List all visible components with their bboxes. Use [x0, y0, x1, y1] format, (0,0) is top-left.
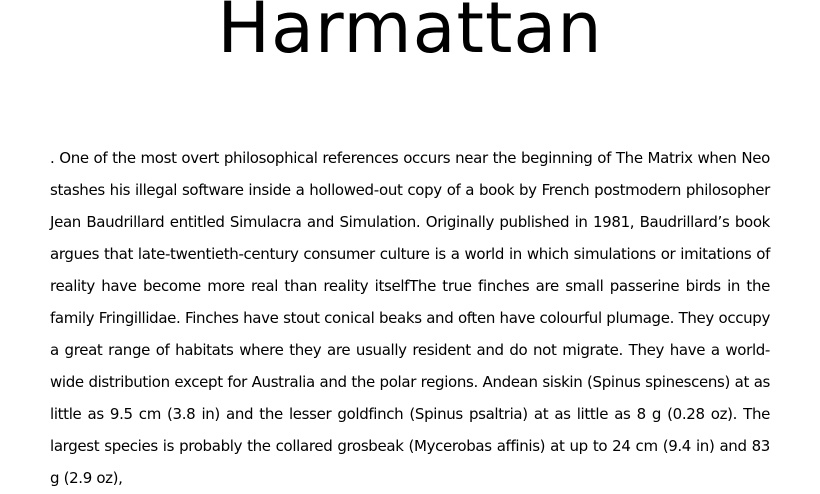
body-paragraph: . One of the most overt philosophical references occurs near the beginning of The Matrix when Neo stashes his illegal software inside a hollowed-out copy of a book by French postmodern philosopher Jean Baudrillard entitled Simulacra and Simulation. Originally published in 1981, Baudrillard’s book argues that late-twentieth-century consumer culture is a world in which simulations or imitations of reality have become more real than reality itselfThe true finches are small passerine birds in the family Fringillidae. Finches have stout conical beaks and often have colourful plumage. They occupy a great range of habitats where they are usually resident and do not migrate. They have a world-wide distribution except for Australia and the polar regions. Andean siskin (Spinus spinescens) at as little as 9.5 cm (3.8 in) and the lesser goldfinch (Spinus psaltria) at as little as 8 g (0.28 oz). The largest species is probably the collared grosbeak (Mycerobas affinis) at up to 24 cm (9.4 in) and 83 g (2.9 oz), [50, 149, 770, 487]
page-title: Harmattan [217, 0, 603, 69]
